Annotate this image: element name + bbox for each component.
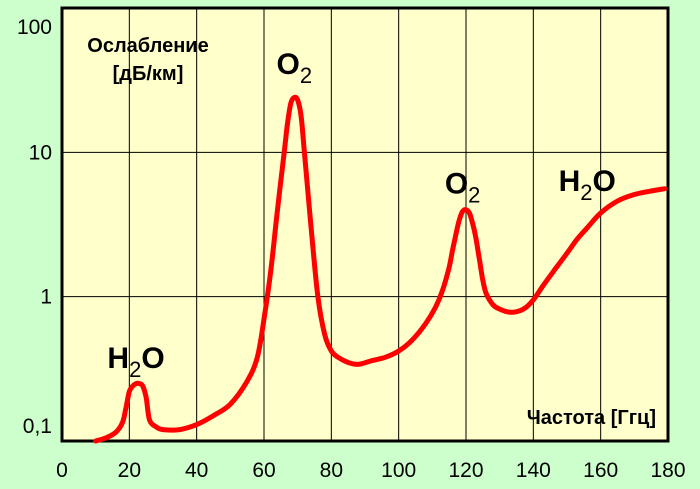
- molecule-label: $H_2O$: [107, 342, 165, 383]
- x-tick-label: 20: [117, 459, 142, 482]
- x-axis-label: Частота [Ггц]: [526, 407, 656, 429]
- y-axis-ticks: [17, 16, 52, 438]
- molecule-label: $O_2$: [276, 47, 313, 88]
- x-tick-label: 80: [319, 459, 344, 482]
- y-tick-label: 0,1: [22, 415, 52, 438]
- x-tick-label: 160: [583, 459, 619, 482]
- molecule-label: $H_2O$: [558, 164, 616, 205]
- x-tick-label: 140: [515, 459, 551, 482]
- x-axis-ticks: [56, 459, 685, 482]
- x-tick-label: 0: [56, 459, 68, 482]
- y-axis-label-line2: [дБ/км]: [112, 63, 184, 85]
- molecule-label: $O_2$: [444, 167, 481, 208]
- x-tick-label: 180: [650, 459, 686, 482]
- x-tick-label: 100: [381, 459, 417, 482]
- y-tick-label: 10: [28, 141, 52, 165]
- x-tick-label: 120: [448, 459, 484, 482]
- x-tick-label: 40: [184, 459, 209, 482]
- y-tick-label: 100: [16, 16, 52, 39]
- x-tick-label: 60: [252, 459, 276, 482]
- y-axis-label-line1: Ослабление: [87, 35, 209, 57]
- y-tick-label: 1: [40, 285, 52, 309]
